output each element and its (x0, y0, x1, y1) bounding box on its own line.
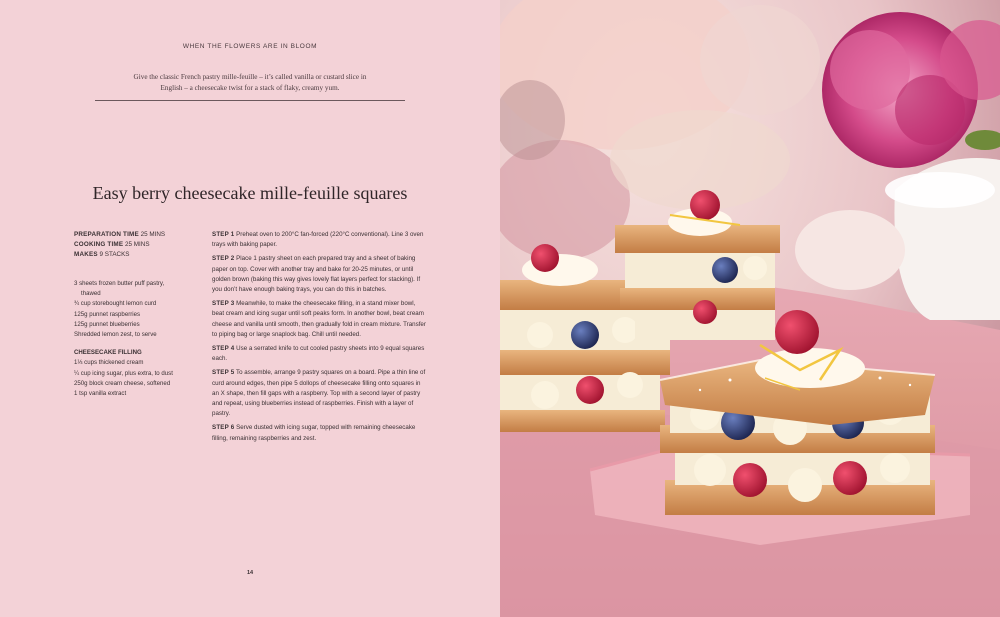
ingredient: 250g block cream cheese, softened (74, 379, 171, 387)
recipe-title: Easy berry cheesecake mille-feuille squares (92, 183, 408, 203)
ingredients-list (74, 279, 204, 399)
ingredient: 125g punnet raspberries (74, 310, 141, 318)
intro-text: Give the classic French pastry mille-feuille – it’s called vanilla or custard slice in English – a cheesecake twist for a stack of flaky, creamy yum. (133, 73, 367, 92)
ingredient: 1 tsp vanilla extract (74, 390, 127, 398)
step-5: STEP 5 To assemble, arrange 9 pastry squares on a board. Pipe a thin line of curd around edges, then pipe 5 dollops of cheesecake filling onto squares in an X shape, then fill gaps with a raspberry. Top with a second layer of pastry and repeat, using blueberries instead of raspberries. Finish with a layer of pastry. (212, 369, 426, 418)
prep-time: PREPARATION TIME 25 MINS (74, 231, 166, 238)
step-3: STEP 3 Meanwhile, to make the cheesecake filling, in a stand mixer bowl, beat cream and icing sugar until soft peaks form. In another bowl, beat cream cheese and vanilla until smooth, then gradually fold in cream mixture. Transfer to piping bag or large snaplock bag. Chill until needed. (212, 300, 426, 338)
page-number: 14 (246, 570, 254, 576)
ingredient: ¼ cup icing sugar, plus extra, to dust (74, 369, 173, 377)
ingredient: 125g punnet blueberries (74, 320, 140, 328)
cook-time: COOKING TIME 25 MINS (74, 241, 150, 248)
makes: MAKES 9 STACKS (74, 251, 130, 258)
recipe-meta (74, 230, 199, 260)
ingredient: 1⅓ cups thickened cream (74, 359, 144, 367)
divider (95, 100, 405, 101)
ingredient: thawed (81, 290, 101, 298)
filling-heading: CHEESECAKE FILLING (74, 349, 142, 357)
ingredient: 3 sheets frozen butter puff pastry, (74, 280, 165, 287)
photo-illustration (500, 0, 1000, 617)
method-steps (212, 230, 428, 448)
step-4: STEP 4 Use a serrated knife to cut cooled pastry sheets into 9 equal squares each. (212, 345, 425, 363)
ingredient: ¾ cup storebought lemon curd (74, 300, 157, 308)
ingredient: Shredded lemon zest, to serve (74, 331, 157, 339)
section-header: WHEN THE FLOWERS ARE IN BLOOM (182, 43, 318, 50)
step-6: STEP 6 Serve dusted with icing sugar, topped with remaining cheesecake filling, remaining raspberries and zest. (212, 424, 416, 442)
step-1: STEP 1 Preheat oven to 200°C fan-forced (220°C conventional). Line 3 oven trays with baking paper. (212, 231, 424, 249)
step-2: STEP 2 Place 1 pastry sheet on each prepared tray and a sheet of baking paper on top. Cover with another tray and bake for 20-25 minutes, or until golden brown (baking this way gives lovely flat layers perfect for stacking). If you don’t have enough baking trays, you can do this in batches. (212, 255, 421, 294)
food-photo (500, 0, 1000, 617)
